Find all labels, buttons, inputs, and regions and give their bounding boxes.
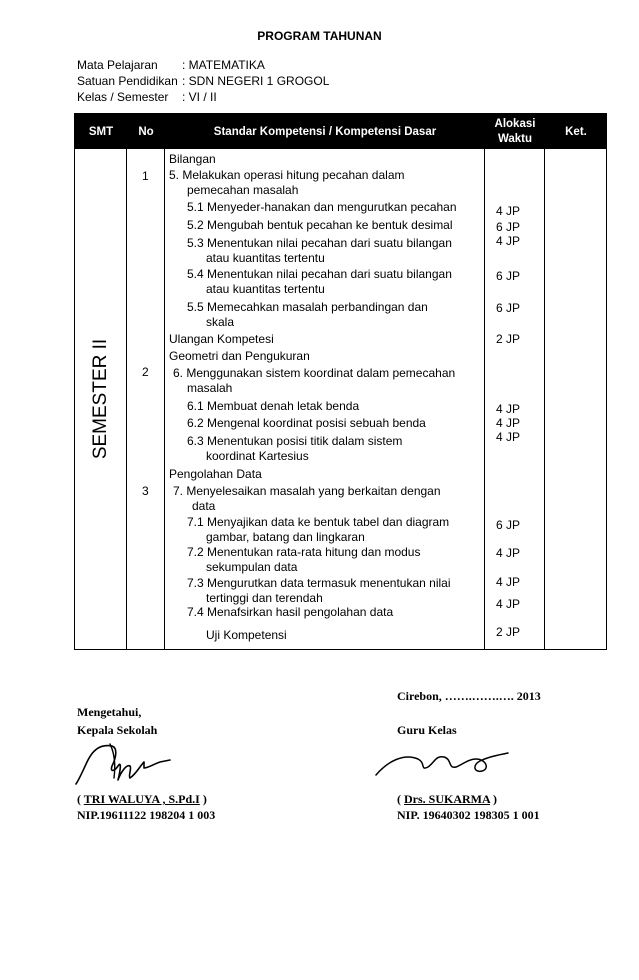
header-alokasi-line2: Waktu [497,132,533,145]
competency-line: 7.2 Menentukan rata-rata hitung dan modus [187,545,421,559]
place-date: Cirebon, …….…….…. 2013 [397,689,541,703]
competency-line: sekumpulan data [206,560,298,574]
competency-line: koordinat Kartesius [206,449,309,463]
competency-line: 7. Menyelesaikan masalah yang berkaitan dengan [173,484,441,498]
header-smt: SMT [88,125,114,138]
semester-cell [75,149,127,649]
competency-line: 5.5 Memecahkan masalah perbandingan dan [187,300,428,314]
time-allocation: 4 JP [496,546,521,560]
principal-name-line [77,792,207,807]
time-allocation: 4 JP [496,416,521,430]
competency-line: Geometri dan Pengukuran [169,349,310,363]
competency-line: atau kuantitas tertentu [206,251,325,265]
row-number: 2 [142,365,149,379]
competency-line: 5. Melakukan operasi hitung pecahan dalam [169,168,405,182]
competency-line: 5.2 Mengubah bentuk pecahan ke bentuk desimal [187,218,453,232]
teacher-nip: NIP. 19640302 198305 1 001 [397,808,540,822]
competency-line: 7.4 Menafsirkan hasil pengolahan data [187,605,394,619]
time-allocation: 2 JP [496,332,521,346]
competency-line: 5.1 Menyeder-hanakan dan mengurutkan pecahan [187,200,457,214]
meta-value-class: : VI / II [182,90,217,104]
header-sk-kd: Standar Kompetensi / Kompetensi Dasar [213,125,437,138]
competency-line: 7.3 Mengurutkan data termasuk menentukan nilai [187,576,451,590]
teacher-name: Drs. SUKARMA [404,792,490,806]
competency-line: Ulangan Kompetesi [169,332,274,346]
competency-line: 5.3 Menentukan nilai pecahan dari suatu bilangan [187,236,452,250]
competency-line: 6.2 Mengenal koordinat posisi sebuah benda [187,416,426,430]
time-allocation: 6 JP [496,220,521,234]
teacher-title: Guru Kelas [397,723,457,737]
principal-name: TRI WALUYA , S.Pd.I [83,792,200,806]
competency-line: skala [206,315,235,329]
time-allocation: 6 JP [496,269,521,283]
competency-line: 6. Menggunakan sistem koordinat dalam pemecahan [173,366,456,380]
principal-name-open: ( [77,792,84,806]
time-allocation: 4 JP [496,430,521,444]
time-allocation: 4 JP [496,204,521,218]
meta-value-subject: : MATEMATIKA [182,58,265,72]
competency-line: pemecahan masalah [187,183,299,197]
row-number: 3 [142,484,149,498]
competency-line: tertinggi dan terendah [206,591,323,605]
principal-name-close: ) [199,792,207,806]
competency-line: Bilangan [169,152,216,166]
competency-line: 7.1 Menyajikan data ke bentuk tabel dan diagram [187,515,450,529]
time-allocation: 4 JP [496,597,521,611]
competency-line: 6.1 Membuat denah letak benda [187,399,360,413]
teacher-name-line [397,792,497,807]
meta-label-subject: Mata Pelajaran [77,58,158,72]
time-allocation: 4 JP [496,402,521,416]
time-allocation: 6 JP [496,518,521,532]
time-allocation: 2 JP [496,625,521,639]
column-divider [544,114,545,649]
acknowledged-label: Mengetahui, [77,705,142,719]
meta-label-class: Kelas / Semester [77,90,169,104]
competency-line: data [192,499,216,513]
time-allocation: 4 JP [496,575,521,589]
row-number: 1 [142,169,149,183]
competency-line: 6.3 Menentukan posisi titik dalam sistem [187,434,403,448]
meta-label-school: Satuan Pendidikan [77,74,178,88]
competency-line: 5.4 Menentukan nilai pecahan dari suatu bilangan [187,267,452,281]
column-divider [164,114,165,649]
column-divider [484,114,485,649]
meta-value-school: : SDN NEGERI 1 GROGOL [182,74,330,88]
header-ket: Ket. [565,125,587,138]
semester-label: SEMESTER II [90,338,111,460]
competency-line: Pengolahan Data [169,467,262,481]
principal-nip: NIP.19611122 198204 1 003 [77,808,216,822]
competency-line: Uji Kompetensi [206,628,287,642]
page-title: PROGRAM TAHUNAN [257,29,382,43]
program-table [74,113,607,650]
table-header [75,114,606,149]
header-alokasi [485,114,545,149]
competency-line: atau kuantitas tertentu [206,282,325,296]
principal-signature [74,738,184,788]
time-allocation: 6 JP [496,301,521,315]
competency-line: masalah [187,381,233,395]
competency-line: gambar, batang dan lingkaran [206,530,365,544]
teacher-name-open: ( [397,792,404,806]
teacher-signature [374,745,514,781]
header-alokasi-line1: Alokasi [494,117,536,130]
teacher-name-close: ) [490,792,497,806]
time-allocation: 4 JP [496,234,521,248]
header-no: No [138,125,154,138]
principal-title: Kepala Sekolah [77,723,158,737]
